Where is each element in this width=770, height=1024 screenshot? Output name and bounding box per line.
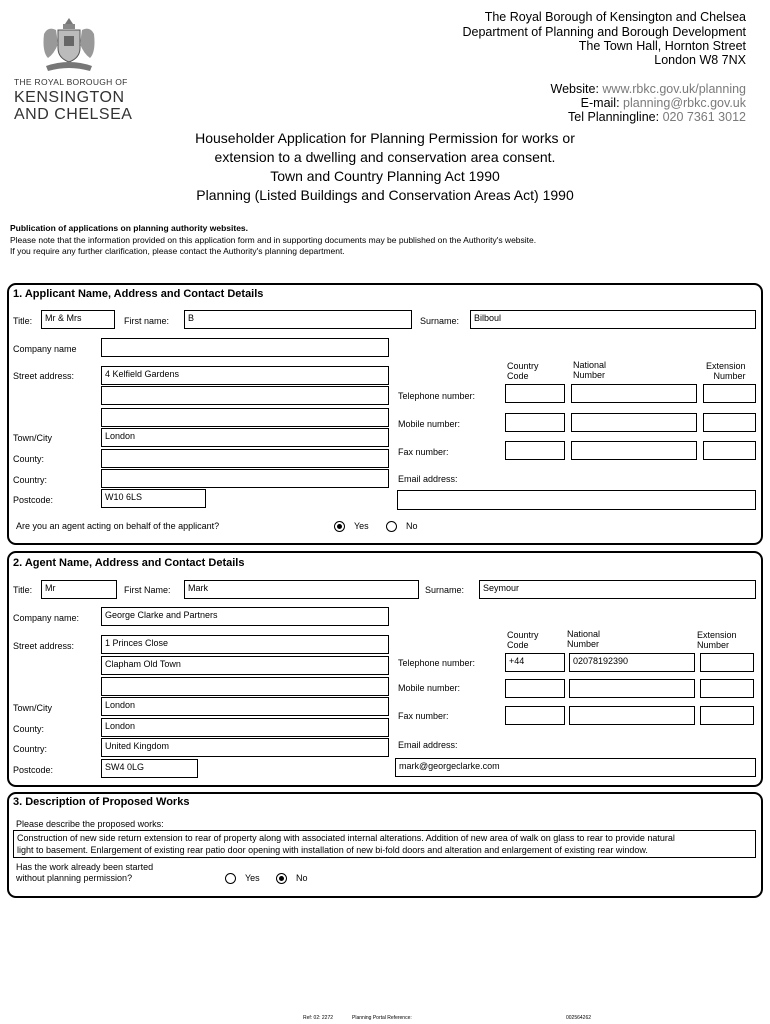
s1-street-field-3[interactable] [101,408,389,427]
agent-yes-label: Yes [354,521,369,531]
s1-fax-number-field[interactable] [571,441,697,460]
phone-line [568,110,746,124]
s1-country-label: Country: [13,475,48,485]
publication-heading: Publication of applications on planning authority websites. [10,223,249,233]
s1-title-label: Title: [13,316,33,326]
s3-started-question-2: without planning permission? [16,873,133,883]
agent-question: Are you an agent acting on behalf of the applicant? [16,521,220,531]
form-title-line-4: Planning (Listed Buildings and Conservation Areas Act) 1990 [196,187,574,203]
started-no-label: No [296,873,308,883]
s3-prompt: Please describe the proposed works: [16,819,164,829]
s2-county-field[interactable]: London [101,718,389,737]
s1-email-field[interactable] [397,490,756,510]
started-yes-label: Yes [245,873,260,883]
section-1-heading: 1. Applicant Name, Address and Contact Details [13,288,264,300]
s1-firstname-label: First name: [124,316,170,326]
s2-fax-label: Fax number: [398,711,449,721]
s1-mobile-ext-field[interactable] [703,413,756,432]
s1-town-field[interactable]: London [101,428,389,447]
s1-country-code-header: Country Code [507,361,539,382]
s2-postcode-field[interactable]: SW4 0LG [101,759,198,778]
s3-description-line-1: Construction of new side return extension to rear of property along with associated internal alterations. Addition of new area of walk on glass to rear to provide natural [17,833,675,843]
logo-line-1: THE ROYAL BOROUGH OF [14,77,128,87]
s2-extension-header: Extension Number [697,630,737,651]
s1-county-label: County: [13,454,45,464]
s1-email-label: Email address: [398,474,458,484]
s2-street-label: Street address: [13,641,75,651]
address-line-2: Department of Planning and Borough Development [462,25,746,39]
s1-county-field[interactable] [101,449,389,468]
address-line-4: London W8 7NX [654,53,746,67]
footer-ref: Ref: 02: 2272 [303,1015,334,1021]
s2-firstname-field[interactable]: Mark [184,580,419,599]
form-title-line-2: extension to a dwelling and conservation area consent. [214,149,556,165]
s2-tel-ext-field[interactable] [700,653,754,672]
form-title-line-3: Town and Country Planning Act 1990 [270,168,500,184]
s1-extension-header: Extension Number [706,361,746,382]
s1-company-label: Company name [13,344,77,354]
website-link[interactable]: www.rbkc.gov.uk/planning [602,82,746,96]
s2-mobile-ext-field[interactable] [700,679,754,698]
s2-telephone-label: Telephone number: [398,658,476,668]
phone-number: 020 7361 3012 [662,110,746,124]
s2-mobile-code-field[interactable] [505,679,565,698]
s2-mobile-number-field[interactable] [569,679,695,698]
s1-tel-ext-field[interactable] [703,384,756,403]
s1-company-field[interactable] [101,338,389,357]
s1-firstname-field[interactable]: B [184,310,412,329]
agent-no-radio[interactable] [386,521,397,532]
form-title-line-1: Householder Application for Planning Permission for works or [195,130,575,146]
s2-fax-code-field[interactable] [505,706,565,725]
s2-national-number-header: National Number [567,629,601,650]
s1-postcode-field[interactable]: W10 6LS [101,489,206,508]
s2-town-field[interactable]: London [101,697,389,716]
s2-postcode-label: Postcode: [13,765,54,775]
s2-tel-code-field[interactable]: +44 [505,653,565,672]
s2-company-label: Company name: [13,613,80,623]
email-label: E-mail: [580,96,620,110]
phone-label: Tel Planningline: [568,110,660,124]
s2-surname-label: Surname: [425,585,465,595]
s3-description-line-2: light to basement. Enlargement of existing rear patio door opening with installation of new bi-fold doors and alteration and enlargement of existing rear window. [17,845,648,856]
publication-line-2: If you require any further clarification, please contact the Authority's planning department. [10,246,345,256]
s2-surname-field[interactable]: Seymour [479,580,756,599]
s2-street-field-3[interactable] [101,677,389,696]
crest-icon [38,14,100,74]
email-line [581,96,746,110]
s2-firstname-label: First Name: [124,585,171,595]
footer-portal-label: Planning Portal Reference: [352,1015,412,1021]
s1-telephone-label: Telephone number: [398,391,476,401]
started-no-radio[interactable] [276,873,287,884]
s3-description-field[interactable] [13,830,756,858]
email-link[interactable]: planning@rbkc.gov.uk [623,96,746,110]
s2-mobile-label: Mobile number: [398,683,461,693]
s1-fax-label: Fax number: [398,447,449,457]
s2-country-label: Country: [13,744,48,754]
s2-street-field-2[interactable]: Clapham Old Town [101,656,389,675]
s1-mobile-number-field[interactable] [571,413,697,432]
s2-street-field-1[interactable]: 1 Princes Close [101,635,389,654]
agent-no-label: No [406,521,418,531]
s2-fax-number-field[interactable] [569,706,695,725]
s1-mobile-code-field[interactable] [505,413,565,432]
footer-portal-value: 002564262 [566,1015,592,1021]
s2-email-label: Email address: [398,740,458,750]
website-label: Website: [550,82,599,96]
started-yes-radio[interactable] [225,873,236,884]
s1-tel-code-field[interactable] [505,384,565,403]
s1-street-field-2[interactable] [101,386,389,405]
s1-fax-ext-field[interactable] [703,441,756,460]
s2-company-field[interactable]: George Clarke and Partners [101,607,389,626]
s2-title-field[interactable]: Mr [41,580,117,599]
address-line-1: The Royal Borough of Kensington and Chelsea [484,10,746,24]
s1-tel-number-field[interactable] [571,384,697,403]
s2-country-field[interactable]: United Kingdom [101,738,389,757]
logo-line-2: KENSINGTON [14,89,125,106]
s1-surname-label: Surname: [420,316,460,326]
s3-started-question-1: Has the work already been started [16,862,154,872]
s2-country-code-header: Country Code [507,630,539,651]
s2-county-label: County: [13,724,45,734]
s1-surname-field[interactable]: Bilboul [470,310,756,329]
s1-mobile-label: Mobile number: [398,419,461,429]
s2-fax-ext-field[interactable] [700,706,754,725]
s1-postcode-label: Postcode: [13,495,54,505]
s1-fax-code-field[interactable] [505,441,565,460]
s1-country-field[interactable] [101,469,389,488]
s1-title-field[interactable]: Mr & Mrs [41,310,115,329]
s2-tel-number-field[interactable]: 02078192390 [569,653,695,672]
agent-yes-radio[interactable] [334,521,345,532]
section-2-heading: 2. Agent Name, Address and Contact Details [13,557,245,569]
address-line-3: The Town Hall, Hornton Street [578,39,746,53]
s2-email-field[interactable]: mark@georgeclarke.com [395,758,756,777]
s2-town-label: Town/City [13,703,53,713]
s1-town-label: Town/City [13,433,53,443]
s2-title-label: Title: [13,585,33,595]
publication-line-1: Please note that the information provided on this application form and in supporting documents may be published on the Authority's website. [10,235,537,245]
s1-street-label: Street address: [13,371,75,381]
s1-national-number-header: National Number [573,360,607,381]
s1-street-field-1[interactable]: 4 Kelfield Gardens [101,366,389,385]
website-line [551,82,746,96]
logo-line-3: AND CHELSEA [14,106,133,123]
section-3-heading: 3. Description of Proposed Works [13,796,190,808]
